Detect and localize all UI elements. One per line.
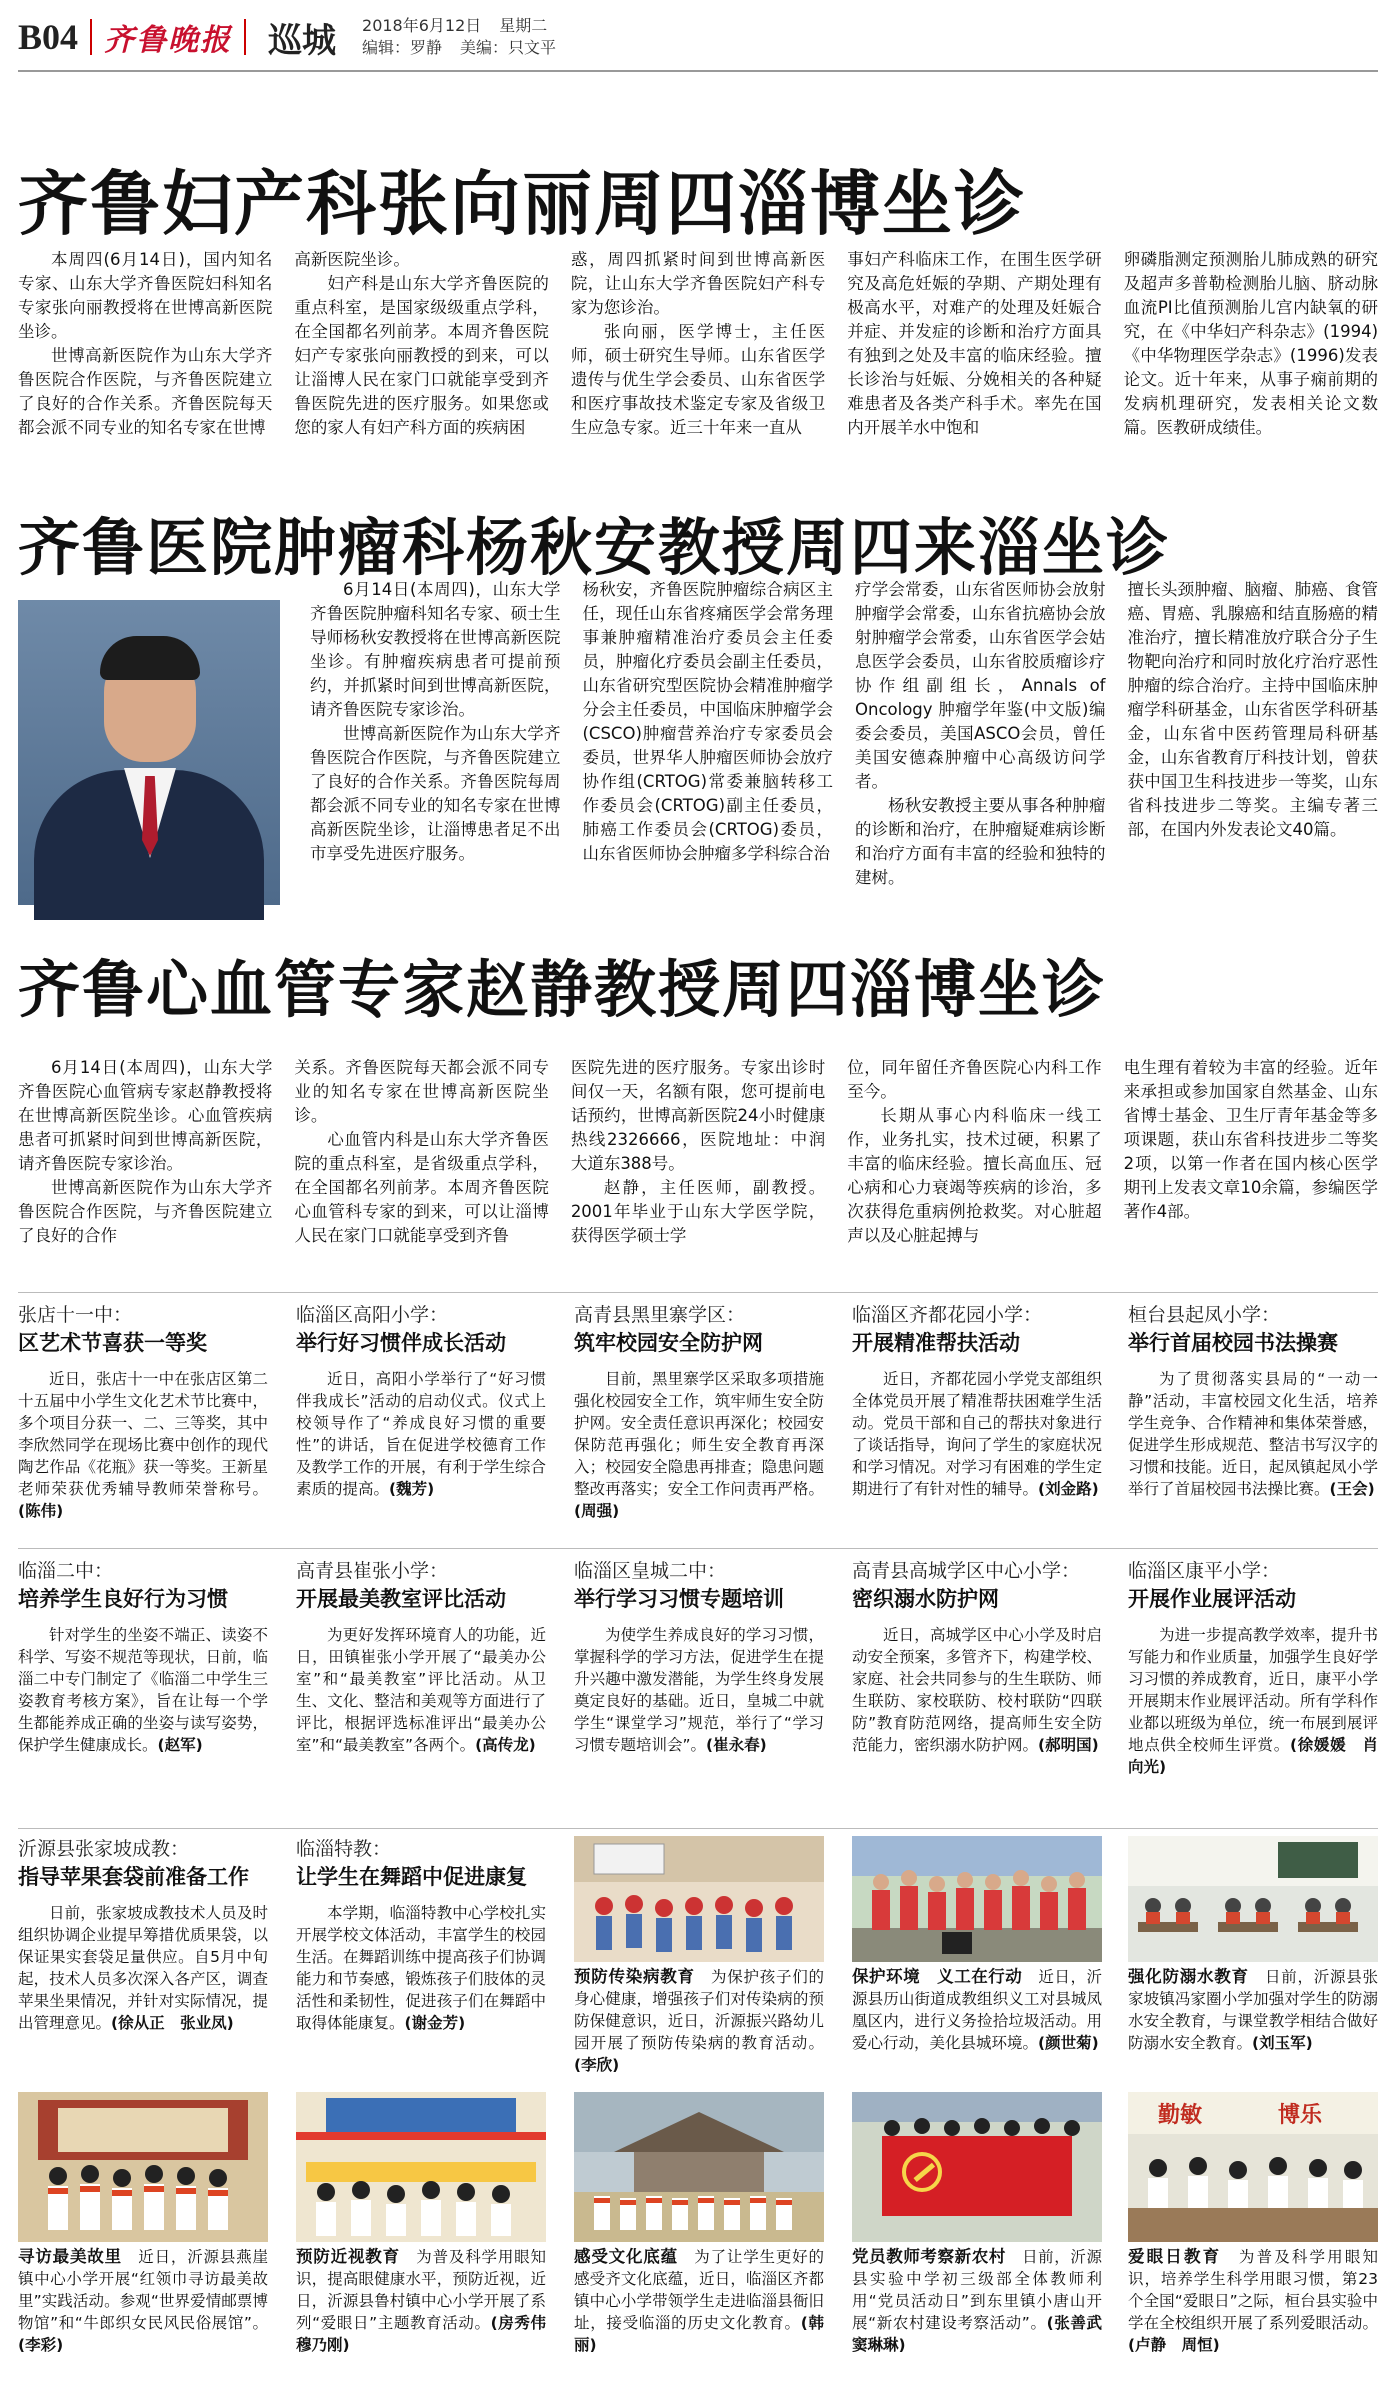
brief-byline: (谢金芳) bbox=[404, 2014, 466, 2032]
news-brief bbox=[18, 1558, 268, 1823]
article-1-col-4 bbox=[847, 248, 1101, 478]
brief-byline: (徐从正 张业凤) bbox=[111, 2014, 234, 2032]
photo-caption bbox=[1128, 2246, 1378, 2386]
paragraph: 本周四(6月14日)，国内知名专家、山东大学齐鲁医院妇科知名专家张向丽教授将在世博高新医院坐诊。 bbox=[18, 250, 273, 341]
classroom-sign-left: 勤敏 bbox=[1158, 2103, 1203, 2128]
paragraph: 位，同年留任齐鲁医院心内科工作至今。 bbox=[847, 1058, 1102, 1101]
news-brief bbox=[296, 1836, 546, 2081]
brief-kicker: 沂源县张家坡成教： bbox=[18, 1838, 190, 1860]
article-2-col-1 bbox=[310, 578, 561, 918]
article-2-headline: 齐鲁医院肿瘤科杨秋安教授周四来淄坐诊 bbox=[18, 511, 1171, 584]
brief-kicker: 临淄二中： bbox=[18, 1560, 114, 1582]
photo-caption-text: 近日，沂源县历山街道成教组织义工对县城凤凰区内，进行义务捡拾垃圾活动。用爱心行动，美化县城环境。 bbox=[852, 1968, 1102, 2052]
article-1-col-3 bbox=[571, 248, 825, 478]
article-3-col-3 bbox=[571, 1056, 825, 1276]
brief-kicker: 张店十一中： bbox=[18, 1304, 133, 1326]
photo-caption bbox=[18, 2246, 268, 2386]
issue-date: 2018年6月12日 bbox=[362, 16, 482, 35]
section-name: 巡城 bbox=[268, 20, 337, 61]
page-number: B04 bbox=[18, 17, 79, 57]
brief-body bbox=[852, 1368, 1102, 1500]
paragraph: 高新医院坐诊。 bbox=[294, 250, 410, 269]
portrait-hair bbox=[100, 636, 200, 680]
news-brief bbox=[852, 1558, 1102, 1823]
brief-byline: (郝明国) bbox=[1038, 1736, 1099, 1754]
brief-title: 举行学习习惯专题培训 bbox=[574, 1587, 784, 1611]
brief-byline: (周强) bbox=[574, 1502, 620, 1520]
brief-text: 近日，高阳小学举行了“好习惯伴我成长”活动的启动仪式。仪式上校领导作了“养成良好习惯的重要性”的讲话，旨在促进学校德育工作及教学工作的开展，有利于学生综合素质的提高。 bbox=[296, 1370, 546, 1498]
eye-care-class-photo bbox=[296, 2092, 546, 2242]
brief-text: 为更好发挥环境育人的功能，近日，田镇崔张小学开展了“最美办公室”和“最美教室”评比活动。从卫生、文化、整洁和美观等方面进行了评比，根据评选标准评出“最美办公室”和“最美教室”各两个。 bbox=[296, 1626, 546, 1754]
photo-byline: (卢静 周恒) bbox=[1128, 2336, 1220, 2354]
brief-byline: (崔永春) bbox=[706, 1736, 767, 1754]
article-2-body bbox=[310, 578, 1378, 918]
photo-caption bbox=[574, 2246, 824, 2386]
masthead-divider-2 bbox=[244, 19, 246, 55]
article-3-col-4 bbox=[847, 1056, 1101, 1276]
brief-kicker: 临淄区高阳小学： bbox=[296, 1304, 449, 1326]
photo-caption bbox=[296, 2246, 562, 2386]
brief-title: 让学生在舞蹈中促进康复 bbox=[296, 1865, 527, 1889]
masthead bbox=[18, 8, 1378, 66]
photo-caption-text: 近日，沂源县燕崖镇中心小学开展“红领巾寻访最美故里”实践活动。参观“世界爱情邮票博物馆”和“牛郎织女民风民俗展馆”。 bbox=[18, 2248, 268, 2332]
brief-body bbox=[1128, 1624, 1378, 1778]
brief-title: 指导苹果套袋前准备工作 bbox=[18, 1865, 249, 1889]
photo-caption-title: 爱眼日教育 bbox=[1128, 2247, 1222, 2266]
photo-byline: (颜世菊) bbox=[1038, 2034, 1099, 2052]
brief-body bbox=[296, 1368, 546, 1500]
brief-byline: (赵军) bbox=[157, 1736, 203, 1754]
paragraph: 电生理有着较为丰富的经验。近年来承担或参加国家自然基金、山东省博士基金、卫生厅青年基金等多项课题，获山东省科技进步二等奖2项，以第一作者在国内核心医学期刊上发表文章10余篇，参编医学著作4部。 bbox=[1123, 1058, 1379, 1221]
article-2-col-4 bbox=[1128, 578, 1379, 918]
brief-kicker: 临淄区皇城二中： bbox=[574, 1560, 727, 1582]
brief-kicker: 高青县黑里寨学区： bbox=[574, 1304, 746, 1326]
photo-byline: (张善武 窦琳琳) bbox=[852, 2314, 1118, 2354]
brief-kicker: 高青县高城学区中心小学： bbox=[852, 1560, 1081, 1582]
brief-body bbox=[574, 1368, 824, 1522]
brief-kicker: 高青县崔张小学： bbox=[296, 1560, 449, 1582]
paper-logo: 齐鲁晚报 bbox=[104, 23, 233, 58]
brief-title: 筑牢校园安全防护网 bbox=[574, 1331, 763, 1355]
section-divider bbox=[18, 1828, 1378, 1829]
news-brief bbox=[296, 1558, 546, 1823]
article-2-col-2 bbox=[583, 578, 834, 918]
photo-caption bbox=[1128, 1966, 1378, 2081]
brief-kicker: 临淄特教： bbox=[296, 1838, 392, 1860]
article-3-body bbox=[18, 1056, 1378, 1276]
article-3-col-5 bbox=[1124, 1056, 1378, 1276]
photo-caption bbox=[852, 2246, 1118, 2386]
article-3-col-2 bbox=[294, 1056, 548, 1276]
section-divider bbox=[18, 1548, 1378, 1549]
photo-byline: (李彩) bbox=[18, 2336, 64, 2354]
brief-byline: (高传龙) bbox=[475, 1736, 536, 1754]
designer-credit: 美编：只文平 bbox=[460, 38, 557, 57]
brief-text: 近日，张店十一中在张店区第二十五届中小学生文化艺术节比赛中，多个项目分获一、二、三等奖，其中李欣然同学在现场比赛中创作的现代陶艺作品《花瓶》获一等奖。王新星老师荣获优秀辅导教师荣誉称号。 bbox=[18, 1370, 268, 1498]
preschool-classroom-photo bbox=[574, 1836, 824, 1962]
brief-title: 举行首届校园书法操赛 bbox=[1128, 1331, 1338, 1355]
brief-body bbox=[852, 1624, 1102, 1756]
article-1-col-1 bbox=[18, 248, 272, 478]
eye-day-classroom-photo bbox=[1128, 2092, 1378, 2242]
photo-caption-text: 为普及科学用眼知识，培养学生科学用眼习惯，第23个全国“爱眼日”之际，桓台县实验中学在全校组织开展了系列爱眼活动。 bbox=[1128, 2248, 1378, 2332]
brief-text: 近日，齐都花园小学党支部组织全体党员开展了精准帮扶困难学生活动。党员干部和自己的帮扶对象进行了谈话指导，询问了学生的家庭状况和学习情况。对学习有困难的学生定期进行了有针对性的辅导。 bbox=[852, 1370, 1102, 1498]
photo-caption-text: 为了让学生更好的感受齐文化底蕴，近日，临淄区齐都镇中心小学带领学生走进临淄县衙旧址，接受临淄的历史文化教育。 bbox=[574, 2248, 824, 2332]
photo-caption bbox=[852, 1966, 1102, 2081]
news-brief bbox=[574, 1558, 824, 1823]
paragraph: 杨秋安教授主要从事各种肿瘤的诊断和治疗，在肿瘤疑难病诊断和治疗方面有丰富的经验和独特的建树。 bbox=[855, 796, 1106, 887]
article-1-headline: 齐鲁妇产科张向丽周四淄博坐诊 bbox=[18, 163, 1026, 245]
brief-byline: (徐媛媛 肖向光) bbox=[1128, 1736, 1378, 1776]
photo-caption bbox=[574, 1966, 824, 2081]
issue-meta bbox=[362, 15, 556, 59]
paragraph: 赵静，主任医师，副教授。2001年毕业于山东大学医学院，获得医学硕士学 bbox=[570, 1178, 826, 1245]
photo-caption-title: 保护环境 义工在行动 bbox=[852, 1967, 1023, 1986]
photo-byline: (刘玉军) bbox=[1252, 2034, 1313, 2052]
doctor-portrait-photo bbox=[18, 600, 280, 905]
cultural-site-visit-photo bbox=[574, 2092, 824, 2242]
news-brief bbox=[1128, 1302, 1378, 1542]
photo-caption-text: 日前，沂源县张家坡镇冯家圈小学加强对学生的防溺水安全教育，与课堂教学相结合做好防溺水安全教育。 bbox=[1128, 1968, 1378, 2052]
brief-text: 日前，张家坡成教技术人员及时组织协调企业提早筹措优质果袋，以保证果实套袋足量供应。自5月中旬起，技术人员多次深入各产区，调查苹果坐果情况，并针对实际情况，提出管理意见。 bbox=[18, 1904, 268, 2032]
photo-caption-title: 党员教师考察新农村 bbox=[852, 2247, 1006, 2266]
paragraph: 世博高新医院作为山东大学齐鲁医院合作医院，与齐鲁医院建立了良好的合作 bbox=[18, 1178, 273, 1245]
paragraph: 事妇产科临床工作，在围生医学研究及高危妊娠的孕期、产期处理有极高水平，对难产的处理及妊娠合并症、并发症的诊断和治疗方面具有独到之处及丰富的临床经验。擅长诊治与妊娠、分娩相关的各种疑难患者及各类产科手术。率先在国内开展羊水中饱和 bbox=[847, 250, 1102, 437]
paragraph: 医院先进的医疗服务。专家出诊时间仅一天，名额有限，您可提前电话预约，世博高新医院24小时健康热线2326666，医院地址：中润大道东388号。 bbox=[570, 1058, 826, 1173]
brief-text: 为了贯彻落实县局的“一动一静”活动，丰富校园文化生活，培养学生竞争、合作精神和集体荣誉感，促进学生形成规范、整洁书写汉字的习惯和技能。近日，起凤镇起凤小学举行了首届校园书法操比赛。 bbox=[1128, 1370, 1378, 1498]
brief-text: 目前，黑里寨学区采取多项措施强化校园安全工作，筑牢师生安全防护网。安全责任意识再深化；校园安保防范再强化；师生安全教育再深入；校园安全隐患再排查；隐患问题整改再落实；安全工作问责再严格。 bbox=[574, 1370, 824, 1498]
party-flag-group-photo bbox=[852, 2092, 1102, 2242]
brief-body bbox=[296, 1624, 546, 1756]
brief-title: 密织溺水防护网 bbox=[852, 1587, 999, 1611]
news-brief bbox=[574, 1302, 824, 1542]
photo-caption-title: 预防传染病教育 bbox=[574, 1967, 695, 1986]
brief-title: 区艺术节喜获一等奖 bbox=[18, 1331, 207, 1355]
brief-body bbox=[574, 1624, 824, 1756]
paragraph: 6月14日(本周四)，山东大学齐鲁医院心血管病专家赵静教授将在世博高新医院坐诊。心血管疾病患者可抓紧时间到世博高新医院，请齐鲁医院专家诊治。 bbox=[18, 1058, 273, 1173]
news-brief bbox=[18, 1302, 268, 1542]
photo-caption-title: 感受文化底蕴 bbox=[574, 2247, 678, 2266]
photo-byline: (房秀伟 穆乃刚) bbox=[296, 2314, 562, 2354]
photo-byline: (韩丽) bbox=[574, 2314, 824, 2354]
article-3-col-1 bbox=[18, 1056, 272, 1276]
paragraph: 卵磷脂测定预测胎儿肺成熟的研究及超声多普勒检测胎儿脑、脐动脉血流PI比值预测胎儿宫内缺氧的研究，在《中华妇产科杂志》(1994)《中华物理医学杂志》(1996)发表论文。近十年来，从事子痫前期的发病机理研究，发表相关论文数篇。医教研成绩佳。 bbox=[1123, 250, 1379, 437]
masthead-divider bbox=[90, 19, 92, 55]
paragraph: 疗学会常委，山东省医师协会放射肿瘤学会常委，山东省抗癌协会放射肿瘤学会常委，山东省医学会姑息医学会委员，山东省胶质瘤诊疗协作组副组长，Annals of Oncology 肿瘤学年鉴(中文版)编委会委员，美国ASCO会员，曾任美国安德森肿瘤中心高级访问学者。 bbox=[855, 580, 1106, 791]
brief-byline: (刘金路) bbox=[1038, 1480, 1099, 1498]
brief-body bbox=[296, 1902, 546, 2034]
paragraph: 世博高新医院作为山东大学齐鲁医院合作医院，与齐鲁医院建立了良好的合作关系。齐鲁医院每周都会派不同专业的知名专家在世博高新医院坐诊，让淄博患者足不出市享受先进医疗服务。 bbox=[310, 724, 561, 863]
article-2-col-3 bbox=[855, 578, 1106, 918]
brief-title: 开展精准帮扶活动 bbox=[852, 1331, 1020, 1355]
editor-credit: 编辑：罗静 bbox=[362, 38, 443, 57]
brief-byline: (王会) bbox=[1329, 1480, 1375, 1498]
brief-title: 开展最美教室评比活动 bbox=[296, 1587, 506, 1611]
paragraph: 6月14日(本周四)，山东大学齐鲁医院肿瘤科知名专家、硕士生导师杨秋安教授将在世博高新医院坐诊。有肿瘤疾病患者可提前预约，并抓紧时间到世博高新医院，请齐鲁医院专家诊治。 bbox=[310, 580, 561, 719]
brief-kicker: 临淄区康平小学： bbox=[1128, 1560, 1281, 1582]
news-brief bbox=[18, 1836, 268, 2081]
brief-text: 为进一步提高教学效率，提升书写能力和作业质量，加强学生良好学习习惯的养成教育，近日，康平小学开展期末作业展评活动。所有学科作业都以班级为单位，统一布展到展评地点供全校师生评赏。 bbox=[1128, 1626, 1378, 1754]
classroom-safety-photo bbox=[1128, 1836, 1378, 1962]
photo-caption-text: 为保护孩子们的身心健康，增强孩子们对传染病的预防保健意识，近日，沂源振兴路幼儿园开展了预防传染病的教育活动。 bbox=[574, 1968, 824, 2052]
museum-visit-photo bbox=[18, 2092, 268, 2242]
paragraph: 世博高新医院作为山东大学齐鲁医院合作医院，与齐鲁医院建立了良好的合作关系。齐鲁医院每天都会派不同专业的知名专家在世博 bbox=[18, 346, 273, 437]
news-brief bbox=[296, 1302, 546, 1542]
brief-kicker: 桓台县起凤小学： bbox=[1128, 1304, 1281, 1326]
article-3-headline: 齐鲁心血管专家赵静教授周四淄博坐诊 bbox=[18, 953, 1107, 1026]
brief-text: 为使学生养成良好的学习习惯，掌握科学的学习方法，促进学生在提升兴趣中激发潜能，为学生终身发展奠定良好的基础。近日，皇城二中就学生“课堂学习”规范，举行了“学习习惯专题培训会”。 bbox=[574, 1626, 824, 1754]
photo-byline: (李欣) bbox=[574, 2056, 620, 2074]
brief-byline: (魏芳) bbox=[389, 1480, 435, 1498]
brief-title: 开展作业展评活动 bbox=[1128, 1587, 1296, 1611]
brief-kicker: 临淄区齐都花园小学： bbox=[852, 1304, 1043, 1326]
issue-weekday: 星期二 bbox=[499, 16, 548, 35]
volunteers-outdoor-photo bbox=[852, 1836, 1102, 1962]
brief-byline: (陈伟) bbox=[18, 1502, 64, 1520]
paragraph: 杨秋安，齐鲁医院肿瘤综合病区主任，现任山东省疼痛医学会常务理事兼肿瘤精准治疗委员会主任委员，肿瘤化疗委员会副主任委员，山东省研究型医院协会精准肿瘤学分会主任委员，中国临床肿瘤学会(CSCO)肿瘤营养治疗专家委员会委员，世界华人肿瘤医师协会放疗协作组(CRTOG)常委兼脑转移工作委员会(CRTOG)副主任委员，肺癌工作委员会(CRTOG)委员，山东省医师协会肿瘤多学科综合治 bbox=[582, 580, 833, 863]
photo-caption-title: 寻访最美故里 bbox=[18, 2247, 122, 2266]
paragraph: 擅长头颈肿瘤、脑瘤、肺癌、食管癌、胃癌、乳腺癌和结直肠癌的精准治疗，擅长精准放疗联合分子生物靶向治疗和同时放化疗治疗恶性肿瘤的综合治疗。主持中国临床肿瘤学科研基金，山东省医学科研基金，山东省中医药管理局科研基金，山东省教育厅科技计划，曾获获中国卫生科技进步一等奖，山东省科技进步二等奖。主编专著三部，在国内外发表论文40篇。 bbox=[1127, 580, 1378, 839]
paragraph: 惑，周四抓紧时间到世博高新医院，让山东大学齐鲁医院妇产科专家为您诊治。 bbox=[570, 250, 826, 317]
article-1-col-2 bbox=[294, 248, 548, 478]
article-1-body bbox=[18, 248, 1378, 478]
section-divider bbox=[18, 1292, 1378, 1293]
brief-text: 近日，高城学区中心小学及时启动安全预案，多管齐下，构建学校、家庭、社会共同参与的生生联防、师生联防、家校联防、校村联防“四联防”教育防范网络，提高师生安全防范能力，密织溺水防护网。 bbox=[852, 1626, 1102, 1754]
brief-title: 培养学生良好行为习惯 bbox=[18, 1587, 228, 1611]
paragraph: 心血管内科是山东大学齐鲁医院的重点科室，是省级重点学科，在全国都名列前茅。本周齐鲁医院心血管科专家的到来，可以让淄博人民在家门口就能享受到齐鲁 bbox=[294, 1130, 549, 1245]
brief-body bbox=[18, 1368, 268, 1522]
news-brief bbox=[852, 1302, 1102, 1542]
paragraph: 张向丽，医学博士，主任医师，硕士研究生导师。山东省医学遗传与优生学会委员、山东省医学和医疗事故技术鉴定专家及省级卫生应急专家。近三十年来一直从 bbox=[570, 322, 826, 437]
brief-text: 本学期，临淄特教中心学校扎实开展学校文体活动，丰富学生的校园生活。在舞蹈训练中提高孩子们协调能力和节奏感，锻炼孩子们肢体的灵活性和柔韧性，促进孩子们在舞蹈中取得体能康复。 bbox=[296, 1904, 546, 2032]
paragraph: 妇产科是山东大学齐鲁医院的重点科室，是国家级级重点学科，在全国都名列前茅。本周齐鲁医院妇产专家张向丽教授的到来，可以让淄博人民在家门口就能享受到齐鲁医院先进的医疗服务。如果您或您的家人有妇产科方面的疾病困 bbox=[294, 274, 549, 437]
brief-text: 针对学生的坐姿不端正、读姿不科学、写姿不规范等现状，日前，临淄二中专门制定了《临淄二中学生三姿教育考核方案》，旨在让每一个学生都能养成正确的坐姿与读写姿势，保护学生健康成长。 bbox=[18, 1626, 268, 1754]
paragraph: 长期从事心内科临床一线工作，业务扎实，技术过硬，积累了丰富的临床经验。擅长高血压、冠心病和心力衰竭等疾病的诊治，多次获得危重病例抢救奖。对心脏超声以及心脏起搏与 bbox=[847, 1106, 1102, 1245]
paragraph: 关系。齐鲁医院每天都会派不同专业的知名专家在世博高新医院坐诊。 bbox=[294, 1058, 549, 1125]
brief-body bbox=[18, 1624, 268, 1756]
classroom-sign-right: 博乐 bbox=[1278, 2103, 1323, 2128]
news-brief bbox=[1128, 1558, 1378, 1823]
masthead-rule bbox=[18, 70, 1378, 72]
photo-caption-text: 日前，沂源县实验中学初三级部全体教师利用“党员活动日”到东里镇小唐山开展“新农村建设考察活动”。 bbox=[852, 2248, 1102, 2332]
brief-title: 举行好习惯伴成长活动 bbox=[296, 1331, 506, 1355]
photo-caption-title: 强化防溺水教育 bbox=[1128, 1967, 1249, 1986]
article-1-col-5 bbox=[1124, 248, 1378, 478]
photo-caption-text: 为普及科学用眼知识，提高眼健康水平，预防近视，近日，沂源县鲁村镇中心小学开展了系列“爱眼日”主题教育活动。 bbox=[296, 2248, 546, 2332]
brief-body bbox=[1128, 1368, 1378, 1500]
photo-caption-title: 预防近视教育 bbox=[296, 2247, 400, 2266]
brief-body bbox=[18, 1902, 268, 2034]
